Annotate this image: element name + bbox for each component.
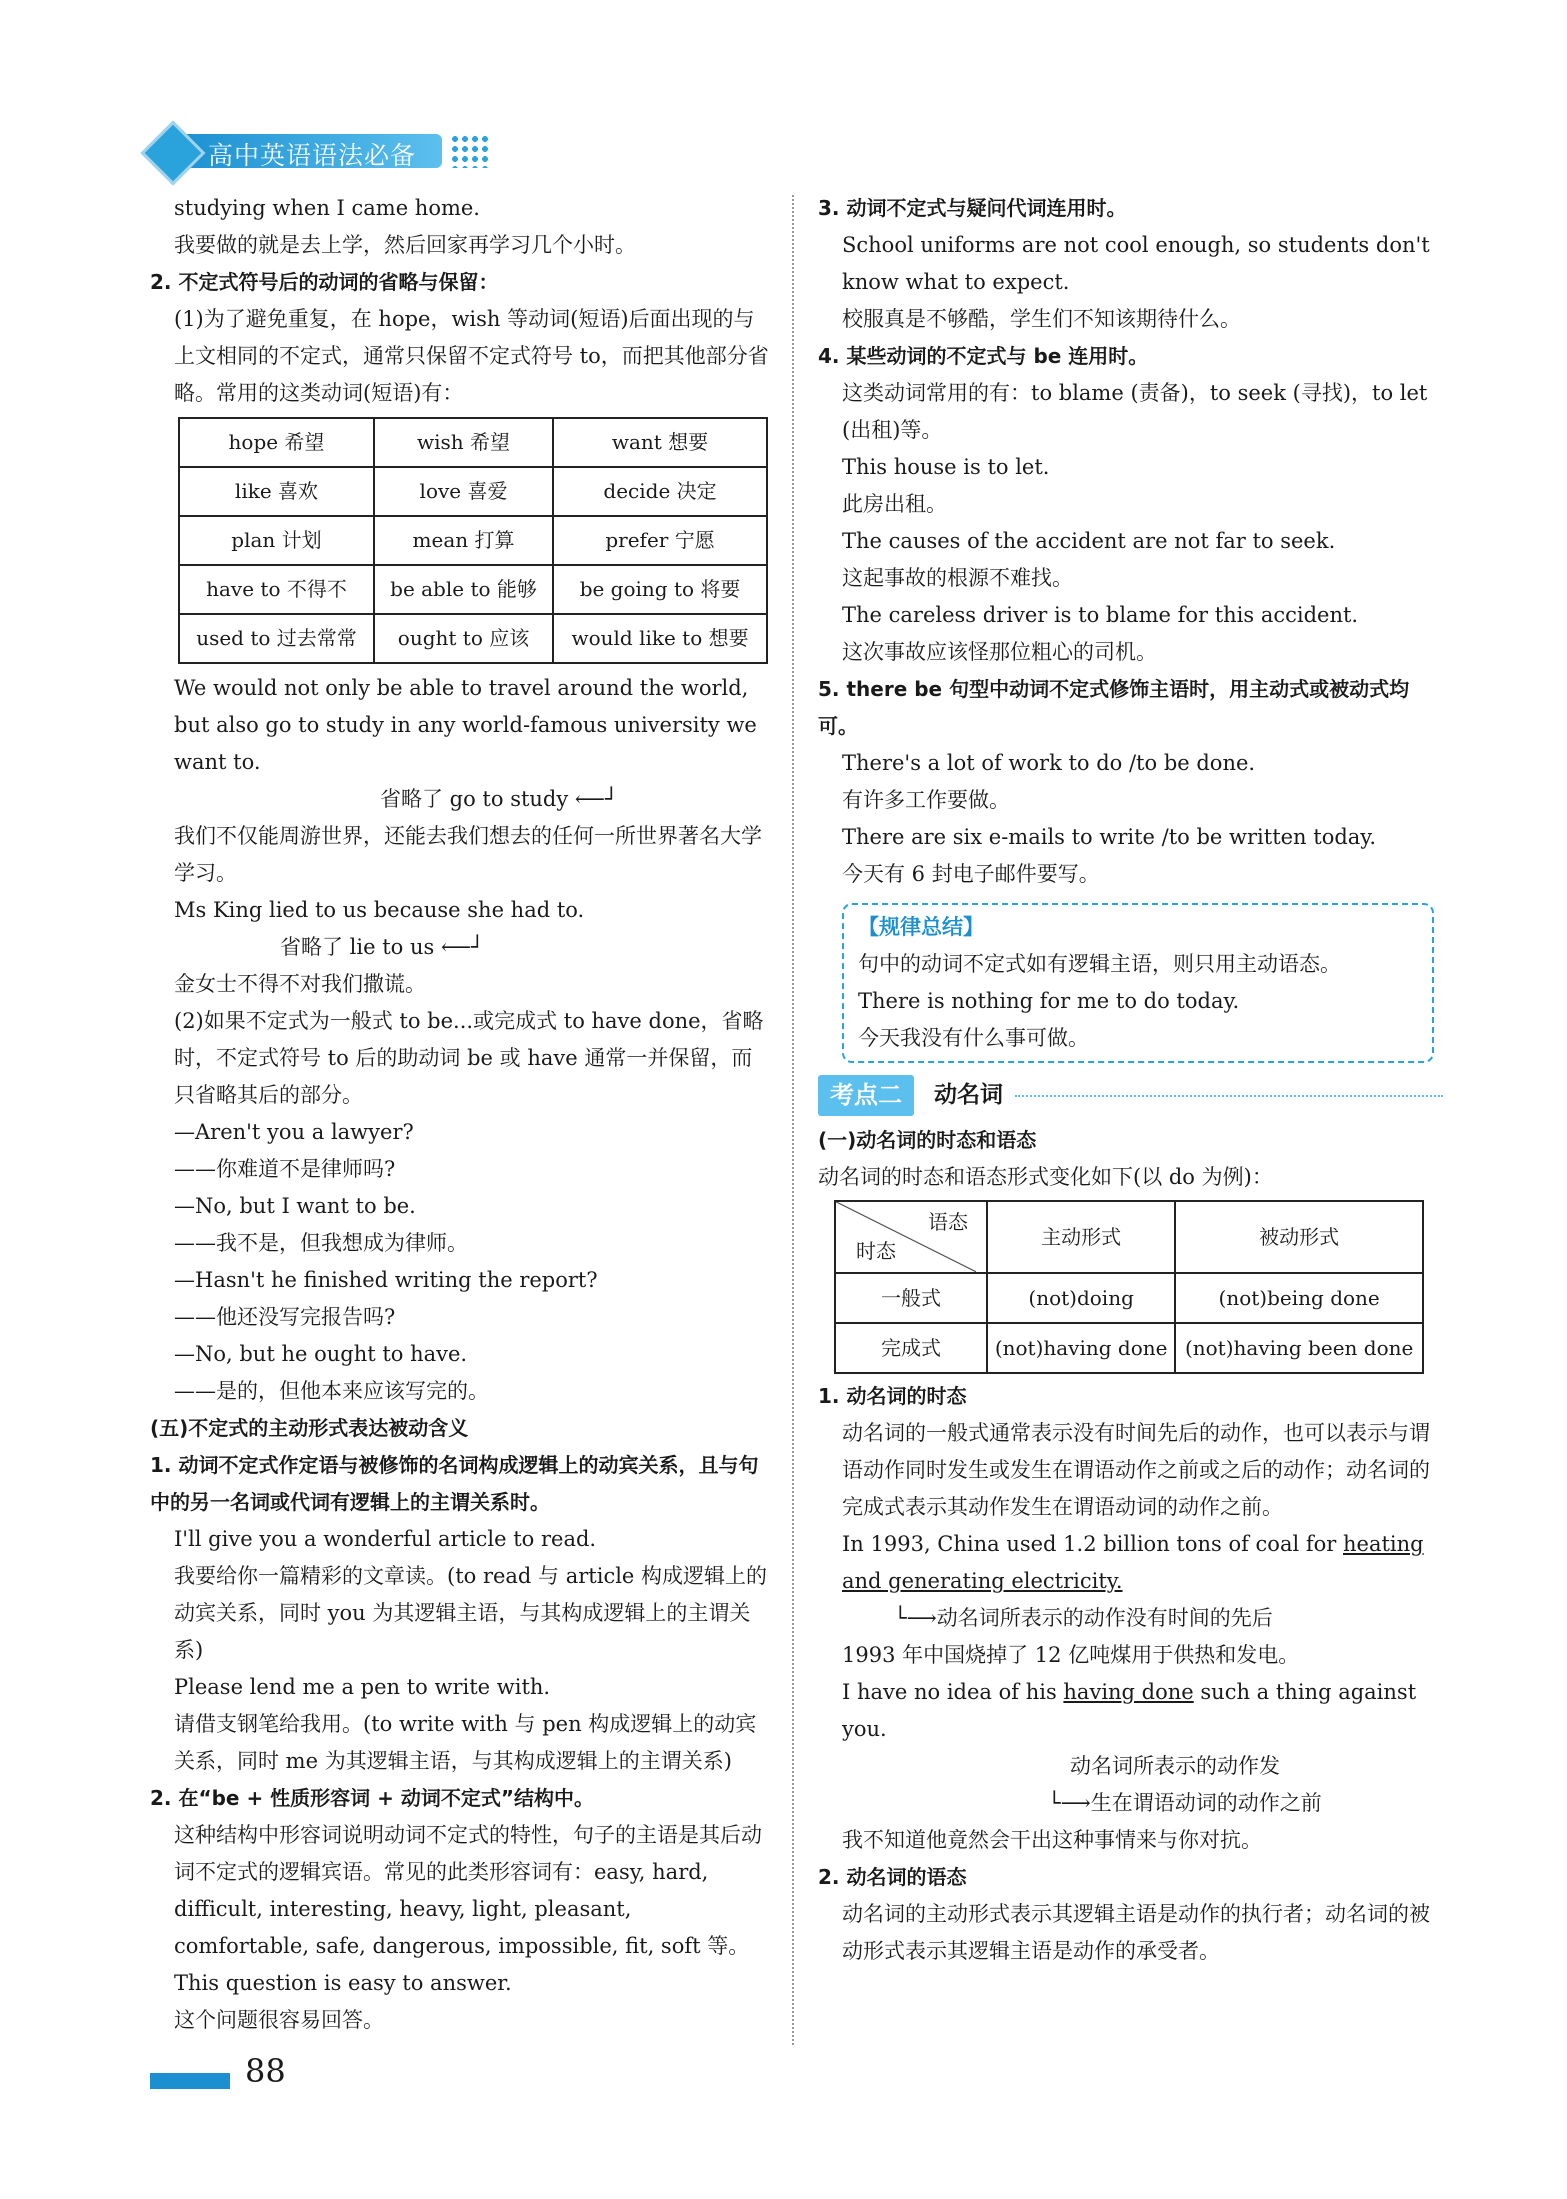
paragraph: (1)为了避免重复，在 hope，wish 等动词(短语)后面出现的与上文相同的不定式，通常只保留不定式符号 to，而把其他部分省略。常用的这类动词(短语)有： bbox=[174, 307, 769, 405]
example-sentence: In 1993, China used 1.2 billion tons of coal for heating and generating electricity. bbox=[842, 1532, 1424, 1593]
example-translation: 金女士不得不对我们撒谎。 bbox=[174, 972, 426, 996]
table-cell: be able to 能够 bbox=[374, 565, 553, 614]
dialogue-line: ——我不是，但我想成为律师。 bbox=[174, 1231, 468, 1255]
page-header bbox=[150, 126, 500, 174]
table-cell: love 喜爱 bbox=[374, 467, 553, 516]
example-translation: 此房出租。 bbox=[842, 492, 947, 516]
paragraph: 这类动词常用的有：to blame (责备)，to seek (寻找)，to let (出租)等。 bbox=[842, 381, 1428, 442]
example-sentence: Ms King lied to us because she had to. bbox=[174, 898, 585, 922]
exam-point-badge: 考点二 bbox=[818, 1075, 914, 1116]
book-title: 高中英语语法必备 bbox=[208, 141, 417, 170]
paragraph: (2)如果不定式为一般式 to be...或完成式 to have done，省略时，不定式符号 to 后的助动词 be 或 have 通常一并保留，而只省略其后的部分。 bbox=[174, 1009, 764, 1107]
table-row bbox=[835, 1323, 1423, 1373]
table-cell: (not)having done bbox=[987, 1323, 1175, 1373]
table-cell: used to 过去常常 bbox=[179, 614, 374, 663]
example-translation: 校服真是不够酷，学生们不知该期待什么。 bbox=[842, 307, 1241, 331]
dialogue-line: ——他还没写完报告吗? bbox=[174, 1305, 396, 1329]
example-sentence: There are six e-mails to write /to be written today. bbox=[842, 825, 1377, 849]
dialogue-line: —Aren't you a lawyer? bbox=[174, 1120, 414, 1144]
table-cell: prefer 宁愿 bbox=[553, 516, 767, 565]
example-translation: 请借支钢笔给我用。(to write with 与 pen 构成逻辑上的动宾关系，同时 me 为其逻辑主语，与其构成逻辑上的主谓关系) bbox=[174, 1712, 757, 1773]
example-translation: 有许多工作要做。 bbox=[842, 788, 1010, 812]
dotted-rule bbox=[1015, 1095, 1443, 1097]
example-translation: 这起事故的根源不难找。 bbox=[842, 566, 1073, 590]
text-line: studying when I came home. bbox=[174, 196, 480, 220]
sub-heading: 5. there be 句型中动词不定式修饰主语时，用主动式或被动式均可。 bbox=[818, 677, 1410, 738]
table-cell: like 喜欢 bbox=[179, 467, 374, 516]
table-cell: want 想要 bbox=[553, 418, 767, 467]
rule-summary-box bbox=[842, 903, 1434, 1063]
summary-line: There is nothing for me to do today. bbox=[858, 989, 1240, 1013]
sub-heading: 1. 动名词的时态 bbox=[818, 1384, 967, 1408]
sub-heading: 3. 动词不定式与疑问代词连用时。 bbox=[818, 196, 1127, 220]
table-row bbox=[179, 516, 767, 565]
table-cell: be going to 将要 bbox=[553, 565, 767, 614]
section-heading: 2. 不定式符号后的动词的省略与保留： bbox=[150, 270, 499, 294]
table-cell: 一般式 bbox=[835, 1273, 987, 1323]
example-sentence: I have no idea of his having done such a thing against you. bbox=[842, 1680, 1417, 1741]
table-row bbox=[179, 467, 767, 516]
table-cell: 完成式 bbox=[835, 1323, 987, 1373]
table-cell: have to 不得不 bbox=[179, 565, 374, 614]
footer-bar bbox=[150, 2073, 230, 2089]
column-divider bbox=[792, 195, 794, 2045]
table-row bbox=[835, 1273, 1423, 1323]
diagonal-header-cell bbox=[835, 1201, 987, 1273]
table-cell: wish 希望 bbox=[374, 418, 553, 467]
column-header: 主动形式 bbox=[987, 1201, 1175, 1273]
example-translation: 我要给你一篇精彩的文章读。(to read 与 article 构成逻辑上的动宾关系，同时 you 为其逻辑主语，与其构成逻辑上的主谓关系) bbox=[174, 1564, 768, 1662]
column-header: 被动形式 bbox=[1175, 1201, 1423, 1273]
table-row bbox=[179, 418, 767, 467]
example-sentence: Please lend me a pen to write with. bbox=[174, 1675, 551, 1699]
annotation-note: └⟶动名词所表示的动作没有时间的先后 bbox=[894, 1606, 1273, 1630]
example-translation: 我不知道他竟然会干出这种事情来与你对抗。 bbox=[842, 1828, 1262, 1852]
example-translation: 这次事故应该怪那位粗心的司机。 bbox=[842, 640, 1157, 664]
diamond-icon bbox=[140, 120, 205, 185]
example-translation: 这个问题很容易回答。 bbox=[174, 2008, 384, 2032]
table-row bbox=[179, 614, 767, 663]
text-line: 我要做的就是去上学，然后回家再学习几个小时。 bbox=[174, 233, 636, 257]
dialogue-line: —No, but he ought to have. bbox=[174, 1342, 468, 1366]
summary-line: 句中的动词不定式如有逻辑主语，则只用主动语态。 bbox=[858, 952, 1341, 976]
example-sentence: This question is easy to answer. bbox=[174, 1971, 512, 1995]
example-sentence: I'll give you a wonderful article to read. bbox=[174, 1527, 597, 1551]
annotation-note: 动名词所表示的动作发 bbox=[1070, 1754, 1280, 1778]
table-cell: hope 希望 bbox=[179, 418, 374, 467]
exam-point-title: 动名词 bbox=[934, 1082, 1003, 1108]
sub-heading: 2. 在“be + 性质形容词 + 动词不定式”结构中。 bbox=[150, 1786, 595, 1810]
dialogue-line: ——你难道不是律师吗? bbox=[174, 1157, 396, 1181]
example-sentence: The careless driver is to blame for this accident. bbox=[842, 603, 1359, 627]
example-translation: 我们不仅能周游世界，还能去我们想去的任何一所世界著名大学学习。 bbox=[174, 824, 762, 885]
voice-label: 语态 bbox=[928, 1210, 968, 1234]
example-sentence: The causes of the accident are not far to seek. bbox=[842, 529, 1336, 553]
section-heading: (一)动名词的时态和语态 bbox=[818, 1128, 1037, 1152]
summary-title: 【规律总结】 bbox=[858, 915, 984, 939]
table-cell: plan 计划 bbox=[179, 516, 374, 565]
section-heading: (五)不定式的主动形式表达被动含义 bbox=[150, 1416, 469, 1440]
table-cell: (not)doing bbox=[987, 1273, 1175, 1323]
example-sentence: There's a lot of work to do /to be done. bbox=[842, 751, 1256, 775]
table-cell: ought to 应该 bbox=[374, 614, 553, 663]
paragraph: 动名词的主动形式表示其逻辑主语是动作的执行者；动名词的被动形式表示其逻辑主语是动作的承受者。 bbox=[842, 1902, 1430, 1963]
sub-heading: 2. 动名词的语态 bbox=[818, 1865, 967, 1889]
dialogue-line: ——是的，但他本来应该写完的。 bbox=[174, 1379, 489, 1403]
verb-table bbox=[178, 417, 768, 664]
dialogue-line: —No, but I want to be. bbox=[174, 1194, 416, 1218]
table-cell: mean 打算 bbox=[374, 516, 553, 565]
gerund-form-table bbox=[834, 1200, 1424, 1374]
table-cell: would like to 想要 bbox=[553, 614, 767, 663]
exam-point-heading bbox=[818, 1075, 1443, 1116]
table-cell: decide 决定 bbox=[553, 467, 767, 516]
left-column bbox=[150, 190, 770, 2039]
table-cell: (not)having been done bbox=[1175, 1323, 1423, 1373]
right-column bbox=[818, 190, 1443, 1970]
table-row bbox=[179, 565, 767, 614]
example-translation: 1993 年中国烧掉了 12 亿吨煤用于供热和发电。 bbox=[842, 1643, 1300, 1667]
table-cell: (not)being done bbox=[1175, 1273, 1423, 1323]
annotation-note: 省略了 lie to us ⟵┘ bbox=[280, 935, 484, 959]
sub-heading: 1. 动词不定式作定语与被修饰的名词构成逻辑上的动宾关系，且与句中的另一名词或代词有逻辑上的主谓关系时。 bbox=[150, 1453, 759, 1514]
sub-heading: 4. 某些动词的不定式与 be 连用时。 bbox=[818, 344, 1149, 368]
annotation-note: 省略了 go to study ⟵┘ bbox=[380, 787, 618, 811]
paragraph: 动名词的时态和语态形式变化如下(以 do 为例)： bbox=[818, 1165, 1273, 1189]
annotation-note: └⟶生在谓语动词的动作之前 bbox=[1048, 1791, 1322, 1815]
dialogue-line: —Hasn't he finished writing the report? bbox=[174, 1268, 598, 1292]
paragraph: 动名词的一般式通常表示没有时间先后的动作，也可以表示与谓语动作同时发生或发生在谓语动作之前或之后的动作；动名词的完成式表示其动作发生在谓语动词的动作之前。 bbox=[842, 1421, 1430, 1519]
example-sentence: We would not only be able to travel around the world, but also go to study in any world-famous university we want to. bbox=[174, 676, 757, 774]
example-sentence: This house is to let. bbox=[842, 455, 1050, 479]
example-translation: 今天有 6 封电子邮件要写。 bbox=[842, 862, 1100, 886]
example-sentence: School uniforms are not cool enough, so students don't know what to expect. bbox=[842, 233, 1430, 294]
summary-line: 今天我没有什么事可做。 bbox=[858, 1026, 1089, 1050]
paragraph: 这种结构中形容词说明动词不定式的特性，句子的主语是其后动词不定式的逻辑宾语。常见的此类形容词有：easy, hard, difficult, interesting, heavy, light, pleasant, comfortable, safe, dangerous, impossible, fit, soft 等。 bbox=[174, 1823, 762, 1958]
dot-pattern-icon bbox=[450, 134, 490, 168]
tense-label: 时态 bbox=[856, 1239, 896, 1263]
page-number: 88 bbox=[245, 2052, 286, 2090]
